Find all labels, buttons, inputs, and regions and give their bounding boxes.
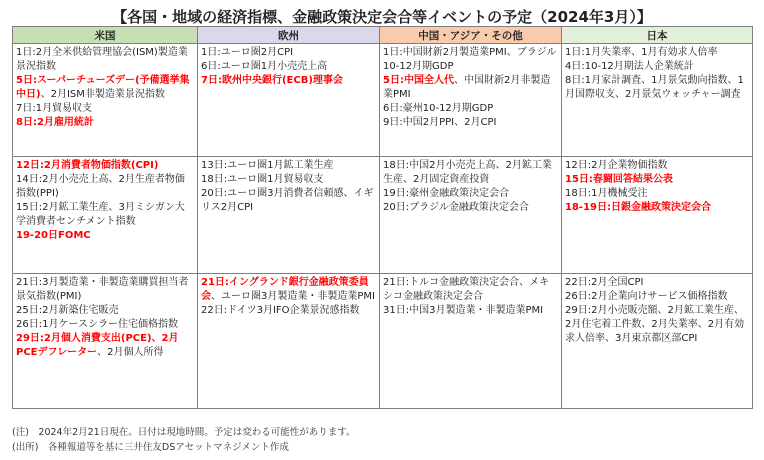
event-line bbox=[201, 276, 376, 304]
event-line bbox=[201, 46, 376, 60]
page-title: 【各国・地域の経済指標、金融政策決定会合等イベントの予定（2024年3月）】 bbox=[112, 8, 652, 26]
event-text: 29日:2月小売販売額、2月鉱工業生産、2月住宅着工件数、2月失業率、2月有効求人倍率、3月東京都区部CPI bbox=[565, 305, 745, 344]
event-line bbox=[16, 159, 194, 173]
cell-japan-2 bbox=[562, 157, 753, 274]
event-line bbox=[16, 173, 194, 201]
event-text: 1日:中国財新2月製造業PMI、ブラジル10-12月期GDP bbox=[383, 47, 557, 72]
event-line bbox=[201, 60, 376, 74]
event-line bbox=[565, 304, 749, 346]
event-line bbox=[565, 201, 749, 215]
highlighted-event: 5日:中国全人代 bbox=[383, 75, 454, 86]
event-line bbox=[16, 201, 194, 229]
event-line bbox=[565, 74, 749, 102]
event-text: 18日:1月機械受注 bbox=[565, 188, 648, 199]
event-line bbox=[565, 187, 749, 201]
highlighted-event: 18-19日:日銀金融政策決定会合 bbox=[565, 202, 711, 213]
highlighted-event: 19-20日FOMC bbox=[16, 230, 91, 241]
event-text: 15日:2月鉱工業生産、3月ミシガン大学消費者センチメント指数 bbox=[16, 202, 185, 227]
highlighted-event: 12日:2月消費者物価指数(CPI) bbox=[16, 160, 159, 171]
column-header-us: 米国 bbox=[13, 27, 198, 44]
table-row-early-march bbox=[13, 44, 753, 157]
event-text: 21日:トルコ金融政策決定会合、メキシコ金融政策決定会合 bbox=[383, 277, 550, 302]
event-line bbox=[383, 159, 558, 187]
event-line bbox=[383, 116, 558, 130]
event-line bbox=[383, 46, 558, 74]
table-row-mid-march bbox=[13, 157, 753, 274]
column-header-china-asia-other: 中国・アジア・その他 bbox=[380, 27, 562, 44]
cell-us-3 bbox=[13, 274, 198, 409]
cell-europe-3 bbox=[198, 274, 380, 409]
event-text: 6日:豪州10-12月期GDP bbox=[383, 103, 494, 114]
cell-japan-1 bbox=[562, 44, 753, 157]
event-line bbox=[201, 74, 376, 88]
event-text: 、2月ISM非製造業景況指数 bbox=[40, 89, 165, 100]
event-line bbox=[201, 173, 376, 187]
event-line bbox=[383, 187, 558, 201]
event-line bbox=[201, 159, 376, 173]
highlighted-event: 8日:2月雇用統計 bbox=[16, 117, 94, 128]
event-line bbox=[16, 116, 194, 130]
event-text: 22日:ドイツ3月IFO企業景況感指数 bbox=[201, 305, 360, 316]
event-line bbox=[565, 173, 749, 187]
highlighted-event: 29日:2月個人消費支出(PCE)、2月PCEデフレーター bbox=[16, 333, 179, 358]
footnote-source: (出所) 各種報道等を基に三井住友DSアセットマネジメント作成 bbox=[12, 442, 289, 453]
cell-asia-1 bbox=[380, 44, 562, 157]
event-line bbox=[16, 276, 194, 304]
event-line bbox=[16, 74, 194, 102]
event-line bbox=[16, 102, 194, 116]
event-text: 14日:2月小売売上高、2月生産者物価指数(PPI) bbox=[16, 174, 185, 199]
event-line bbox=[16, 318, 194, 332]
event-line bbox=[201, 187, 376, 215]
highlighted-event: 7日:欧州中央銀行(ECB)理事会 bbox=[201, 75, 343, 86]
event-text: 18日:中国2月小売売上高、2月鉱工業生産、2月固定資産投資 bbox=[383, 160, 552, 185]
table-row-late-march bbox=[13, 274, 753, 409]
event-text: 26日:2月企業向けサービス価格指数 bbox=[565, 291, 728, 302]
event-text: 9日:中国2月PPI、2月CPI bbox=[383, 117, 497, 128]
event-text: 22日:2月全国CPI bbox=[565, 277, 644, 288]
event-text: 7日:1月貿易収支 bbox=[16, 103, 93, 114]
event-text: 20日:ブラジル金融政策決定会合 bbox=[383, 202, 529, 213]
cell-asia-2 bbox=[380, 157, 562, 274]
event-text: 4日:10-12月期法人企業統計 bbox=[565, 61, 694, 72]
event-line bbox=[16, 46, 194, 74]
footnotes bbox=[12, 425, 355, 455]
event-line bbox=[201, 304, 376, 318]
highlighted-event: 5日:スーパーチューズデー(予備選挙集中日) bbox=[16, 75, 190, 100]
event-text: 26日:1月ケースシラー住宅価格指数 bbox=[16, 319, 178, 330]
highlighted-event: 21日:イングランド銀行金融政策委員会 bbox=[201, 277, 369, 302]
event-line bbox=[16, 304, 194, 318]
event-text: 、中国財新2月非製造業PMI bbox=[383, 75, 551, 100]
event-text: 、2月個人所得 bbox=[97, 347, 164, 358]
event-line bbox=[383, 304, 558, 318]
event-text: 6日:ユーロ圏1月小売売上高 bbox=[201, 61, 328, 72]
header-row bbox=[13, 27, 753, 44]
event-line bbox=[16, 229, 194, 243]
event-text: 19日:豪州金融政策決定会合 bbox=[383, 188, 510, 199]
event-line bbox=[383, 102, 558, 116]
cell-us-1 bbox=[13, 44, 198, 157]
event-text: 20日:ユーロ圏3月消費者信頼感、イギリス2月CPI bbox=[201, 188, 374, 213]
cell-europe-1 bbox=[198, 44, 380, 157]
column-header-europe: 欧州 bbox=[198, 27, 380, 44]
footnote-note: (注) 2024年2月21日現在。日付は現地時間。予定は変わる可能性があります。 bbox=[12, 427, 356, 438]
event-text: 25日:2月新築住宅販売 bbox=[16, 305, 119, 316]
highlighted-event: 15日:春闘回答結果公表 bbox=[565, 174, 673, 185]
event-text: 12日:2月企業物価指数 bbox=[565, 160, 668, 171]
event-line bbox=[16, 332, 194, 360]
column-header-japan: 日本 bbox=[562, 27, 753, 44]
event-text: 8日:1月家計調査、1月景気動向指数、1月国際収支、2月景気ウォッチャー調査 bbox=[565, 75, 744, 100]
cell-asia-3 bbox=[380, 274, 562, 409]
event-line bbox=[383, 276, 558, 304]
event-text: 18日:ユーロ圏1月貿易収支 bbox=[201, 174, 324, 185]
event-text: 1日:1月失業率、1月有効求人倍率 bbox=[565, 47, 718, 58]
cell-europe-2 bbox=[198, 157, 380, 274]
event-line bbox=[565, 60, 749, 74]
event-line bbox=[565, 290, 749, 304]
event-text: 1日:2月全米供給管理協会(ISM)製造業景況指数 bbox=[16, 47, 188, 72]
event-line bbox=[383, 74, 558, 102]
cell-japan-3 bbox=[562, 274, 753, 409]
event-text: 、ユーロ圏3月製造業・非製造業PMI bbox=[211, 291, 375, 302]
event-line bbox=[565, 276, 749, 290]
event-line bbox=[383, 201, 558, 215]
cell-us-2 bbox=[13, 157, 198, 274]
event-line bbox=[565, 46, 749, 60]
event-text: 13日:ユーロ圏1月鉱工業生産 bbox=[201, 160, 334, 171]
event-line bbox=[565, 159, 749, 173]
event-text: 31日:中国3月製造業・非製造業PMI bbox=[383, 305, 544, 316]
event-text: 21日:3月製造業・非製造業購買担当者景気指数(PMI) bbox=[16, 277, 189, 302]
event-text: 1日:ユーロ圏2月CPI bbox=[201, 47, 294, 58]
schedule-table bbox=[12, 26, 753, 409]
